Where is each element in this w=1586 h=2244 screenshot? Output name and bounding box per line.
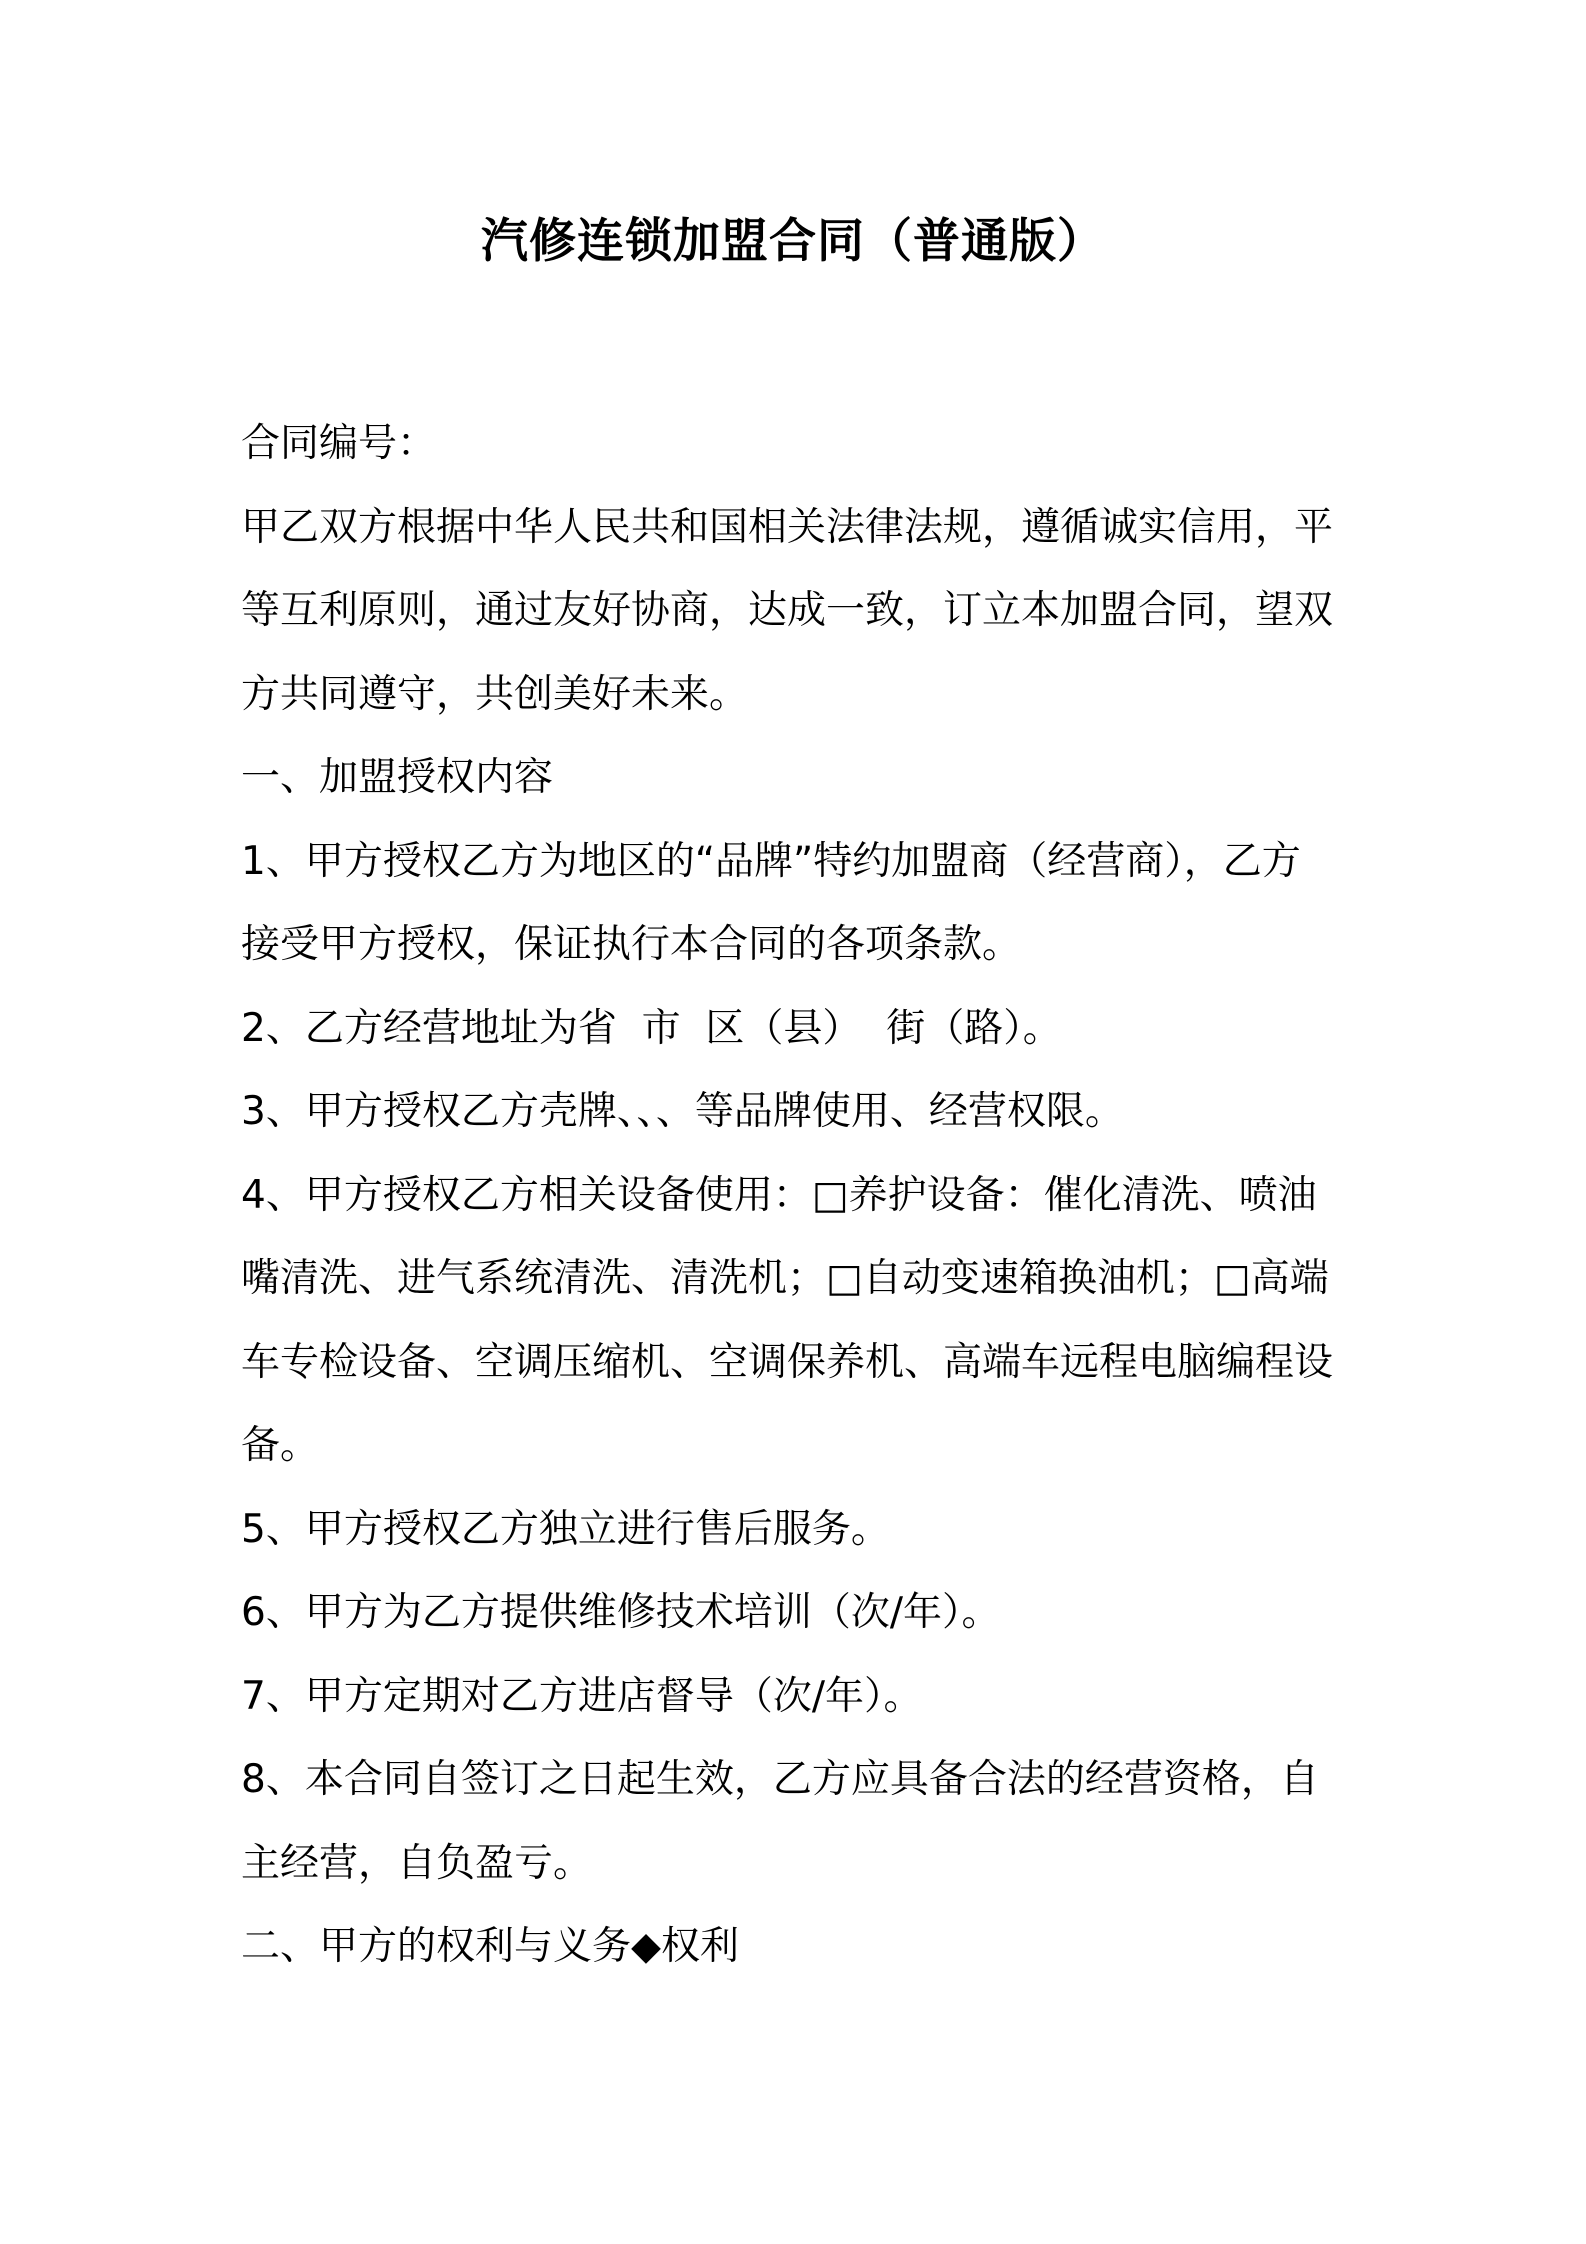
clause-line: 6、甲方为乙方提供维修技术培训（次/年）。 [241, 1590, 1001, 1635]
clause-line: 2、乙方经营地址为省 市 区（县） 街（路）。 [241, 1005, 1062, 1051]
page-title: 汽修连锁加盟合同（普通版） [481, 214, 1105, 269]
contract-number-label: 合同编号： [241, 421, 437, 466]
clause-line: 3、甲方授权乙方壳牌、、、等品牌使用、经营权限。 [241, 1089, 1124, 1134]
clause-line: 4、甲方授权乙方相关设备使用：□养护设备：催化清洗、喷油 [241, 1172, 1317, 1218]
clause-line: 8、本合同自签订之日起生效，乙方应具备合法的经营资格，自 [241, 1757, 1319, 1802]
preamble-line: 甲乙双方根据中华人民共和国相关法律法规，遵循诚实信用，平 [241, 504, 1334, 550]
clause-line: 嘴清洗、进气系统清洗、清洗机；□自动变速箱换油机；□高端 [241, 1256, 1329, 1301]
section-heading: 二、甲方的权利与义务◆权利 [241, 1924, 739, 1969]
contract-body [241, 402, 1356, 1989]
clause-line: 主经营，自负盈亏。 [241, 1840, 593, 1886]
clause-line: 7、甲方定期对乙方进店督导（次/年）。 [241, 1673, 923, 1719]
section-heading: 一、加盟授权内容 [241, 755, 554, 800]
preamble-line: 等互利原则，通过友好协商，达成一致，订立本加盟合同，望双 [241, 588, 1334, 633]
clause-line: 1、甲方授权乙方为地区的“品牌”特约加盟商（经营商），乙方 [241, 838, 1301, 884]
clause-line: 接受甲方授权，保证执行本合同的各项条款。 [241, 922, 1022, 967]
preamble-line: 方共同遵守，共创美好未来。 [241, 671, 749, 717]
clause-line: 备。 [241, 1423, 320, 1468]
clause-line: 车专检设备、空调压缩机、空调保养机、高端车远程电脑编程设 [241, 1339, 1334, 1385]
clause-line: 5、甲方授权乙方独立进行售后服务。 [241, 1506, 890, 1552]
